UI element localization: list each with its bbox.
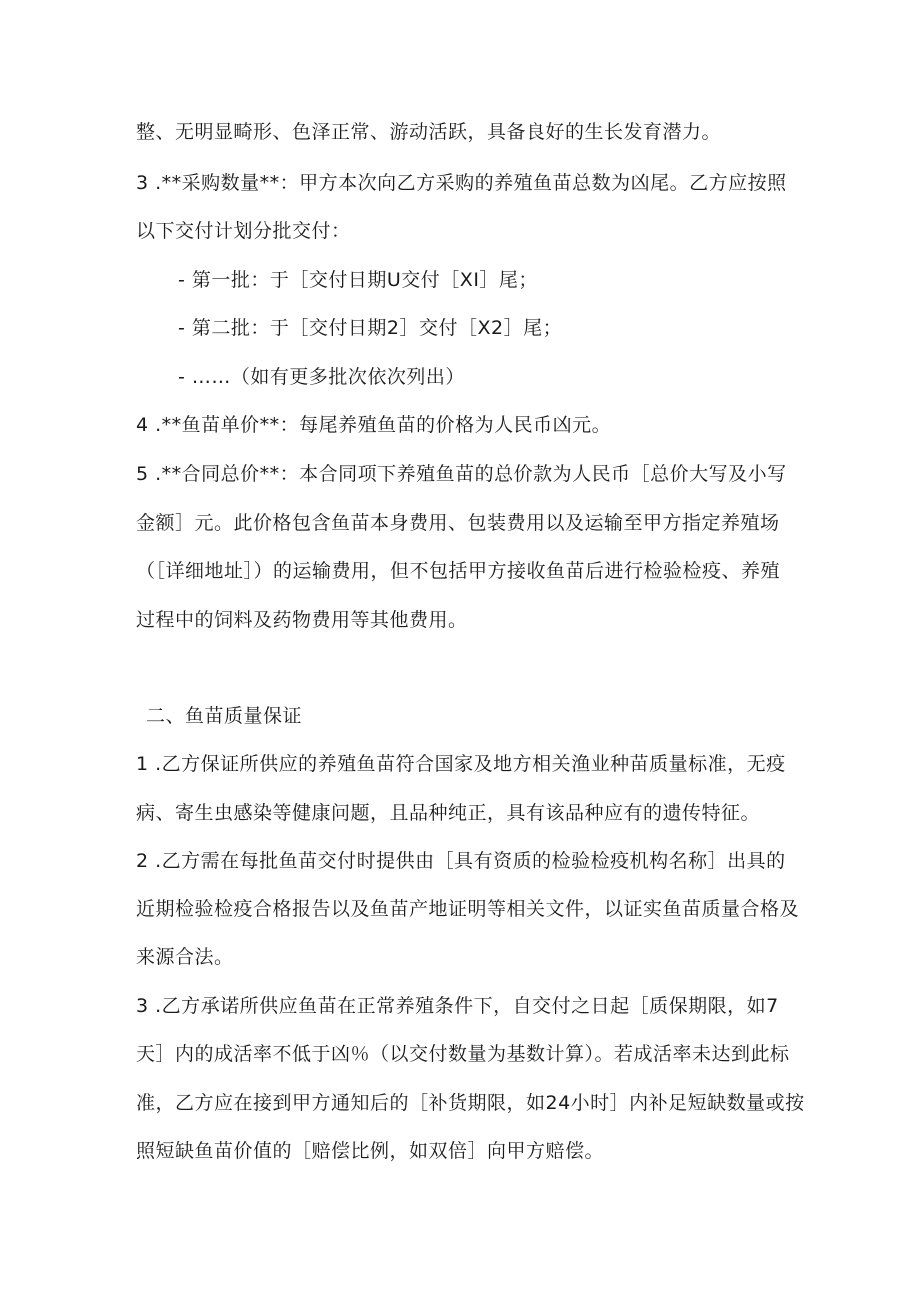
- paragraph-line: 天］内的成活率不低于凶％（以交付数量为基数计算）。若成活率未达到此标: [136, 1043, 790, 1065]
- paragraph-line: 病、寄生虫感染等健康问题，且品种纯正，具有该品种应有的遗传特征。: [136, 802, 761, 824]
- paragraph-line: 整、无明显畸形、色泽正常、游动活跃，具备良好的生长发育潜力。: [136, 121, 722, 143]
- paragraph-line: 照短缺鱼苗价值的［赔偿比例，如双倍］向甲方赔偿。: [136, 1140, 605, 1162]
- item-3-quantity: 3 .**采购数量**：甲方本次向乙方采购的养殖鱼苗总数为凶尾。乙方应按照: [136, 172, 787, 194]
- section2-item-3: 3 .乙方承诺所供应鱼苗在正常养殖条件下，自交付之日起［质保期限，如7: [136, 995, 779, 1017]
- section2-item-2: 2 .乙方需在每批鱼苗交付时提供由［具有资质的检验检疫机构名称］出具的: [136, 850, 786, 872]
- section2-item-1: 1 .乙方保证所供应的养殖鱼苗符合国家及地方相关渔业种苗质量标准，无疫: [136, 753, 786, 775]
- paragraph-line: 来源合法。: [136, 946, 234, 968]
- paragraph-line: 以下交付计划分批交付：: [136, 220, 351, 242]
- batch-item-2: - 第二批：于［交付日期2］交付［X2］尾；: [178, 317, 563, 339]
- paragraph-line: 准，乙方应在接到甲方通知后的［补货期限，如24小时］内补足短缺数量或按: [136, 1092, 805, 1114]
- batch-item-1: - 第一批：于［交付日期U交付［XI］尾；: [178, 269, 538, 291]
- paragraph-line: 过程中的饲料及药物费用等其他费用。: [136, 609, 468, 631]
- batch-item-more: - ……（如有更多批次依次列出）: [178, 366, 465, 388]
- paragraph-line: 近期检验检疫合格报告以及鱼苗产地证明等相关文件，以证实鱼苗质量合格及: [136, 898, 800, 920]
- paragraph-line: 金额］元。此价格包含鱼苗本身费用、包装费用以及运输至甲方指定养殖场: [136, 512, 780, 534]
- section-heading: 二、鱼苗质量保证: [146, 705, 303, 727]
- paragraph-line: （［详细地址］）的运输费用，但不包括甲方接收鱼苗后进行检验检疫、养殖: [136, 560, 781, 582]
- item-4-unit-price: 4 .**鱼苗单价**：每尾养殖鱼苗的价格为人民币凶元。: [136, 414, 612, 436]
- item-5-total-price: 5 .**合同总价**：本合同项下养殖鱼苗的总价款为人民币［总价大写及小写: [136, 463, 787, 485]
